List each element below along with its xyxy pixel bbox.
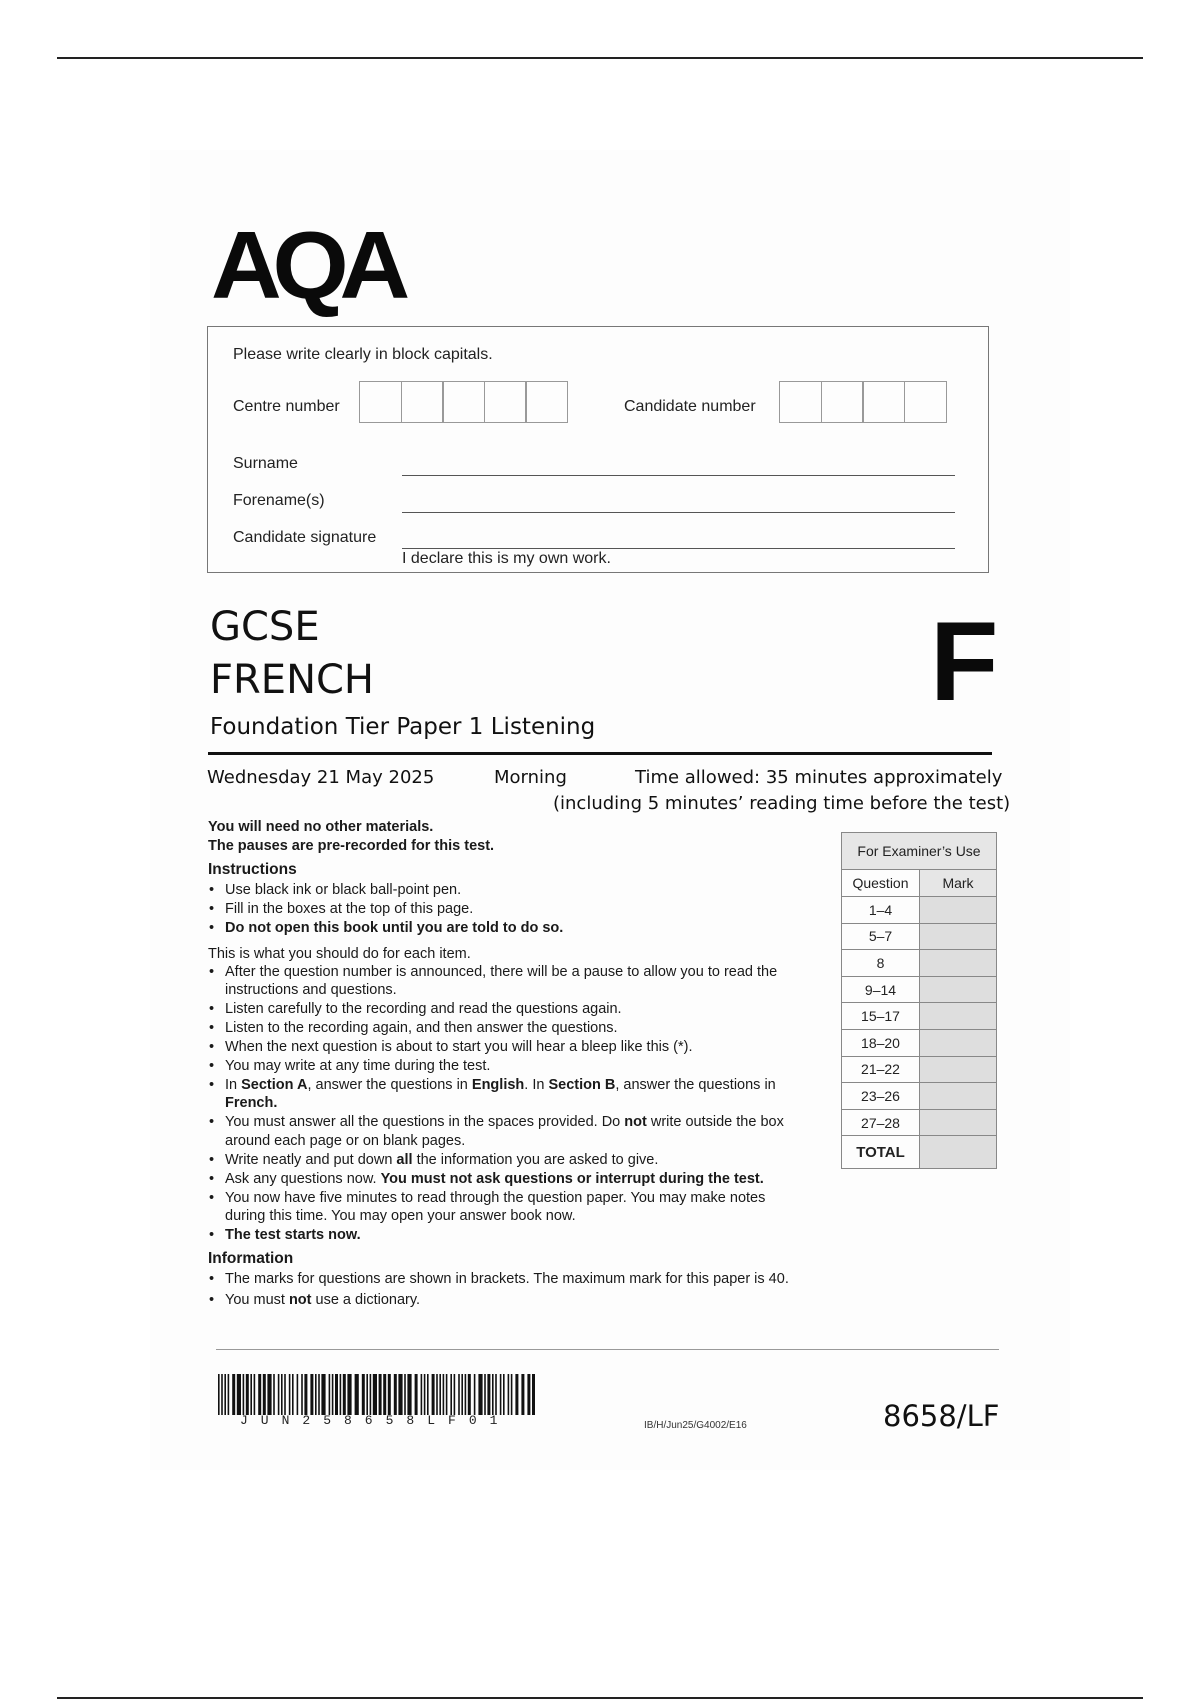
instruction-item: • Do not open this book until you are told to do so. (209, 920, 564, 936)
instruction-text: The test starts now. (225, 1227, 361, 1243)
information-text: use a dictionary. (311, 1292, 421, 1308)
barcode-bar (343, 1374, 346, 1415)
centre-number-digit[interactable] (525, 381, 568, 423)
examiner-use-table (841, 832, 997, 1169)
barcode-bar (292, 1374, 294, 1415)
instruction-text: After the question number is announced, there will be a pause to allow you to read the (225, 964, 778, 980)
candidate-number-boxes[interactable] (779, 381, 945, 423)
mark-cell (920, 1083, 997, 1110)
barcode-bar (281, 1374, 283, 1415)
barcode-bar (492, 1374, 494, 1415)
instruction-text: Listen to the recording again, and then answer the questions. (225, 1020, 618, 1036)
barcode-bar (237, 1374, 241, 1415)
barcode-bar (232, 1374, 235, 1415)
barcode-bar (458, 1374, 460, 1415)
barcode-bar (432, 1374, 435, 1415)
subject-title: FRENCH (210, 657, 375, 703)
instruction-text: the information you are asked to give. (412, 1152, 659, 1168)
centre-number-digit[interactable] (401, 381, 444, 423)
instruction-emphasis: not (624, 1114, 647, 1130)
forenames-field[interactable] (402, 512, 955, 513)
instruction-emphasis: all (396, 1152, 413, 1168)
title-divider (208, 752, 992, 755)
reading-time: (including 5 minutes’ reading time before the test) (553, 793, 1011, 814)
barcode-bar (228, 1374, 230, 1415)
barcode-bar (511, 1374, 513, 1415)
instruction-text: . In (524, 1077, 549, 1093)
barcode-bar (515, 1374, 518, 1415)
barcode-bar (263, 1374, 266, 1415)
barcode-bar (370, 1374, 372, 1415)
total-label: TOTAL (842, 1136, 920, 1169)
mark-column-header: Mark (920, 870, 997, 897)
mark-cell (920, 897, 997, 924)
tier-letter: F (930, 599, 999, 724)
materials-line: You will need no other materials. (208, 819, 434, 835)
centre-number-label: Centre number (233, 398, 340, 415)
barcode-bar (532, 1374, 535, 1415)
instruction-text: You must answer all the questions in the spaces provided. Do (225, 1114, 625, 1130)
examiner-table-title: For Examiner’s Use (842, 833, 997, 870)
paper-reference: IB/H/Jun25/G4002/E16 (644, 1420, 747, 1431)
barcode-bar (521, 1374, 524, 1415)
mark-cell (920, 950, 997, 977)
barcode-bar (332, 1374, 334, 1415)
exam-session: Morning (494, 767, 567, 788)
barcode-bar (398, 1374, 402, 1415)
time-allowed: Time allowed: 35 minutes approximately (635, 767, 1003, 788)
information-item: • You must not use a dictionary. (209, 1292, 421, 1308)
question-range: 5–7 (842, 923, 920, 950)
barcode-bar (284, 1374, 286, 1415)
barcode-bar (321, 1374, 325, 1415)
instruction-continuation: around each page or on blank pages. (225, 1133, 466, 1149)
instruction-continuation (225, 1094, 277, 1113)
candidate-number-digit[interactable] (904, 381, 947, 423)
barcode-bar (340, 1374, 342, 1415)
centre-number-boxes[interactable] (359, 381, 567, 423)
barcode-bar (362, 1374, 365, 1415)
barcode-bar (258, 1374, 261, 1415)
surname-field[interactable] (402, 475, 955, 476)
materials-text (208, 818, 433, 837)
exam-date: Wednesday 21 May 2025 (207, 767, 435, 788)
barcode-bar (495, 1374, 497, 1415)
barcode-bar (243, 1374, 245, 1415)
barcode-bar (461, 1374, 463, 1415)
barcode-bar (388, 1374, 391, 1415)
barcode-bar (484, 1374, 486, 1415)
barcode-bar (304, 1374, 307, 1415)
instruction-item: • Write neatly and put down all the information you are asked to give. (209, 1152, 659, 1168)
question-range: 1–4 (842, 897, 920, 924)
mark-cell (920, 1003, 997, 1030)
barcode-bar (335, 1374, 338, 1415)
instruction-emphasis: Section B (548, 1077, 616, 1093)
barcode-bar (297, 1374, 299, 1415)
instruction-emphasis: You must not ask questions or interrupt during the test. (380, 1171, 764, 1187)
barcode-bar (478, 1374, 482, 1415)
barcode-bar (508, 1374, 510, 1415)
instruction-text: , answer the questions in (615, 1077, 776, 1093)
barcode-bar (450, 1374, 452, 1415)
information-text: You must (225, 1292, 289, 1308)
barcode-bar (443, 1374, 445, 1415)
barcode-bar (273, 1374, 275, 1415)
instructions-heading: Instructions (208, 861, 297, 878)
instruction-item: • Fill in the boxes at the top of this page. (209, 901, 474, 917)
instruction-emphasis: Section A (241, 1077, 308, 1093)
instruction-item: • When the next question is about to start you will hear a bleep like this (*). (209, 1039, 693, 1055)
mark-cell (920, 976, 997, 1003)
barcode-bar (355, 1374, 359, 1415)
instruction-emphasis: English (471, 1077, 525, 1093)
instruction-item: • Use black ink or black ball-point pen. (209, 882, 462, 898)
footer-rule (216, 1349, 999, 1350)
information-text: The marks for questions are shown in brackets. The maximum mark for this paper is 40. (225, 1271, 789, 1287)
information-heading: Information (208, 1250, 294, 1267)
instruction-text: Do not open this book until you are told to do so. (225, 920, 564, 936)
question-range: 8 (842, 950, 920, 977)
instruction-text: write outside the box (646, 1114, 784, 1130)
mark-cell (920, 1029, 997, 1056)
candidate-number-label: Candidate number (624, 398, 756, 415)
barcode-bar (366, 1374, 368, 1415)
barcode-bar (383, 1374, 386, 1415)
barcode-bar (500, 1374, 502, 1415)
total-mark-cell (920, 1136, 997, 1169)
instruction-continuation: instructions and questions. (225, 982, 397, 998)
barcode-bar (407, 1374, 411, 1415)
instruction-item: • The test starts now. (209, 1227, 361, 1243)
instruction-item: • Listen carefully to the recording and read the questions again. (209, 1001, 622, 1017)
instruction-item: • You now have five minutes to read through the question paper. You may make notes (209, 1190, 766, 1206)
barcode-bar (301, 1374, 303, 1415)
barcode-bar (424, 1374, 426, 1415)
information-emphasis: not (288, 1292, 312, 1308)
barcode-bar (465, 1374, 467, 1415)
centre-number-digit[interactable] (442, 381, 485, 423)
barcode-bar (439, 1374, 441, 1415)
barcode-bar (267, 1374, 271, 1415)
instruction-text: , answer the questions in (307, 1077, 472, 1093)
instruction-text: Fill in the boxes at the top of this page. (225, 901, 474, 917)
barcode-bar (394, 1374, 397, 1415)
barcode-bar (250, 1374, 252, 1415)
barcode-bar (427, 1374, 429, 1415)
barcode-bar (289, 1374, 291, 1415)
barcode-bar (318, 1374, 320, 1415)
barcode-bar (218, 1374, 220, 1415)
information-item: • The marks for questions are shown in brackets. The maximum mark for this paper is 40. (209, 1271, 789, 1287)
instruction-emphasis: French. (225, 1095, 278, 1111)
instruction-text: Listen carefully to the recording and read the questions again. (225, 1001, 622, 1017)
instruction-text: You may write at any time during the test. (225, 1058, 491, 1074)
bottom-rule (57, 1697, 1143, 1699)
pauses-text (208, 837, 494, 856)
question-column-header: Question (842, 870, 920, 897)
signature-label: Candidate signature (233, 529, 377, 546)
question-range: 21–22 (842, 1056, 920, 1083)
barcode-bar (329, 1374, 331, 1415)
top-rule (57, 57, 1143, 59)
forenames-label: Forename(s) (233, 492, 325, 509)
question-range: 9–14 (842, 976, 920, 1003)
barcode-bar (415, 1374, 418, 1415)
barcode-bar (221, 1374, 223, 1415)
question-range: 23–26 (842, 1083, 920, 1110)
declaration-text: I declare this is my own work. (402, 550, 611, 567)
instruction-item: • In Section A, answer the questions in English. In Section B, answer the questions in (209, 1077, 776, 1093)
barcode-bar (379, 1374, 382, 1415)
barcode-bar (224, 1374, 226, 1415)
paper-subtitle: Foundation Tier Paper 1 Listening (210, 714, 596, 740)
question-range: 18–20 (842, 1029, 920, 1056)
instruction-item: • You must answer all the questions in the spaces provided. Do not write outside the box (209, 1114, 784, 1130)
barcode-bar (315, 1374, 317, 1415)
barcode-bar (310, 1374, 313, 1415)
barcode-bar (527, 1374, 530, 1415)
aqa-logo: AQA (211, 212, 402, 319)
signature-field[interactable] (402, 548, 955, 549)
barcode-bar (278, 1374, 280, 1415)
instruction-item: • You may write at any time during the test. (209, 1058, 491, 1074)
barcode-bar (487, 1374, 490, 1415)
instruction-text: You now have five minutes to read through the question paper. You may make notes (225, 1190, 766, 1206)
qualification-title: GCSE (210, 604, 320, 650)
barcode-bar (503, 1374, 505, 1415)
instruction-item: • After the question number is announced, there will be a pause to allow you to read the (209, 964, 778, 980)
barcode-bar (246, 1374, 249, 1415)
barcode-bar (347, 1374, 351, 1415)
barcode-bar (254, 1374, 256, 1415)
surname-label: Surname (233, 455, 298, 472)
barcode (218, 1374, 535, 1415)
instruction-text: In (225, 1077, 242, 1093)
instruction-text: Ask any questions now. (225, 1171, 381, 1187)
candidate-number-digit[interactable] (779, 381, 822, 423)
instruction-item: • Ask any questions now. You must not ask questions or interrupt during the test. (209, 1171, 764, 1187)
pauses-line: The pauses are pre-recorded for this test. (208, 838, 495, 854)
mark-cell (920, 1109, 997, 1136)
instruction-text: Write neatly and put down (225, 1152, 397, 1168)
barcode-bar (454, 1374, 456, 1415)
mark-cell (920, 923, 997, 950)
paper-code: 8658/LF (883, 1399, 1000, 1433)
instruction-text: When the next question is about to start you will hear a bleep like this (*). (225, 1039, 693, 1055)
candidate-number-digit[interactable] (821, 381, 864, 423)
centre-number-digit[interactable] (484, 381, 527, 423)
barcode-bar (446, 1374, 448, 1415)
centre-number-digit[interactable] (359, 381, 402, 423)
instruction-text: Use black ink or black ball-point pen. (225, 882, 462, 898)
mark-cell (920, 1056, 997, 1083)
block-capitals-instruction: Please write clearly in block capitals. (233, 346, 493, 363)
barcode-bar (474, 1374, 476, 1415)
barcode-bar (468, 1374, 471, 1415)
item-intro: This is what you should do for each item. (208, 946, 471, 962)
barcode-bar (373, 1374, 377, 1415)
instruction-continuation: during this time. You may open your answer book now. (225, 1208, 576, 1224)
barcode-text: JUN258658LF01 (240, 1413, 511, 1428)
question-range: 27–28 (842, 1109, 920, 1136)
candidate-number-digit[interactable] (862, 381, 905, 423)
instruction-item: • Listen to the recording again, and then answer the questions. (209, 1020, 618, 1036)
barcode-bar (436, 1374, 438, 1415)
question-range: 15–17 (842, 1003, 920, 1030)
barcode-bar (404, 1374, 406, 1415)
barcode-bar (421, 1374, 423, 1415)
